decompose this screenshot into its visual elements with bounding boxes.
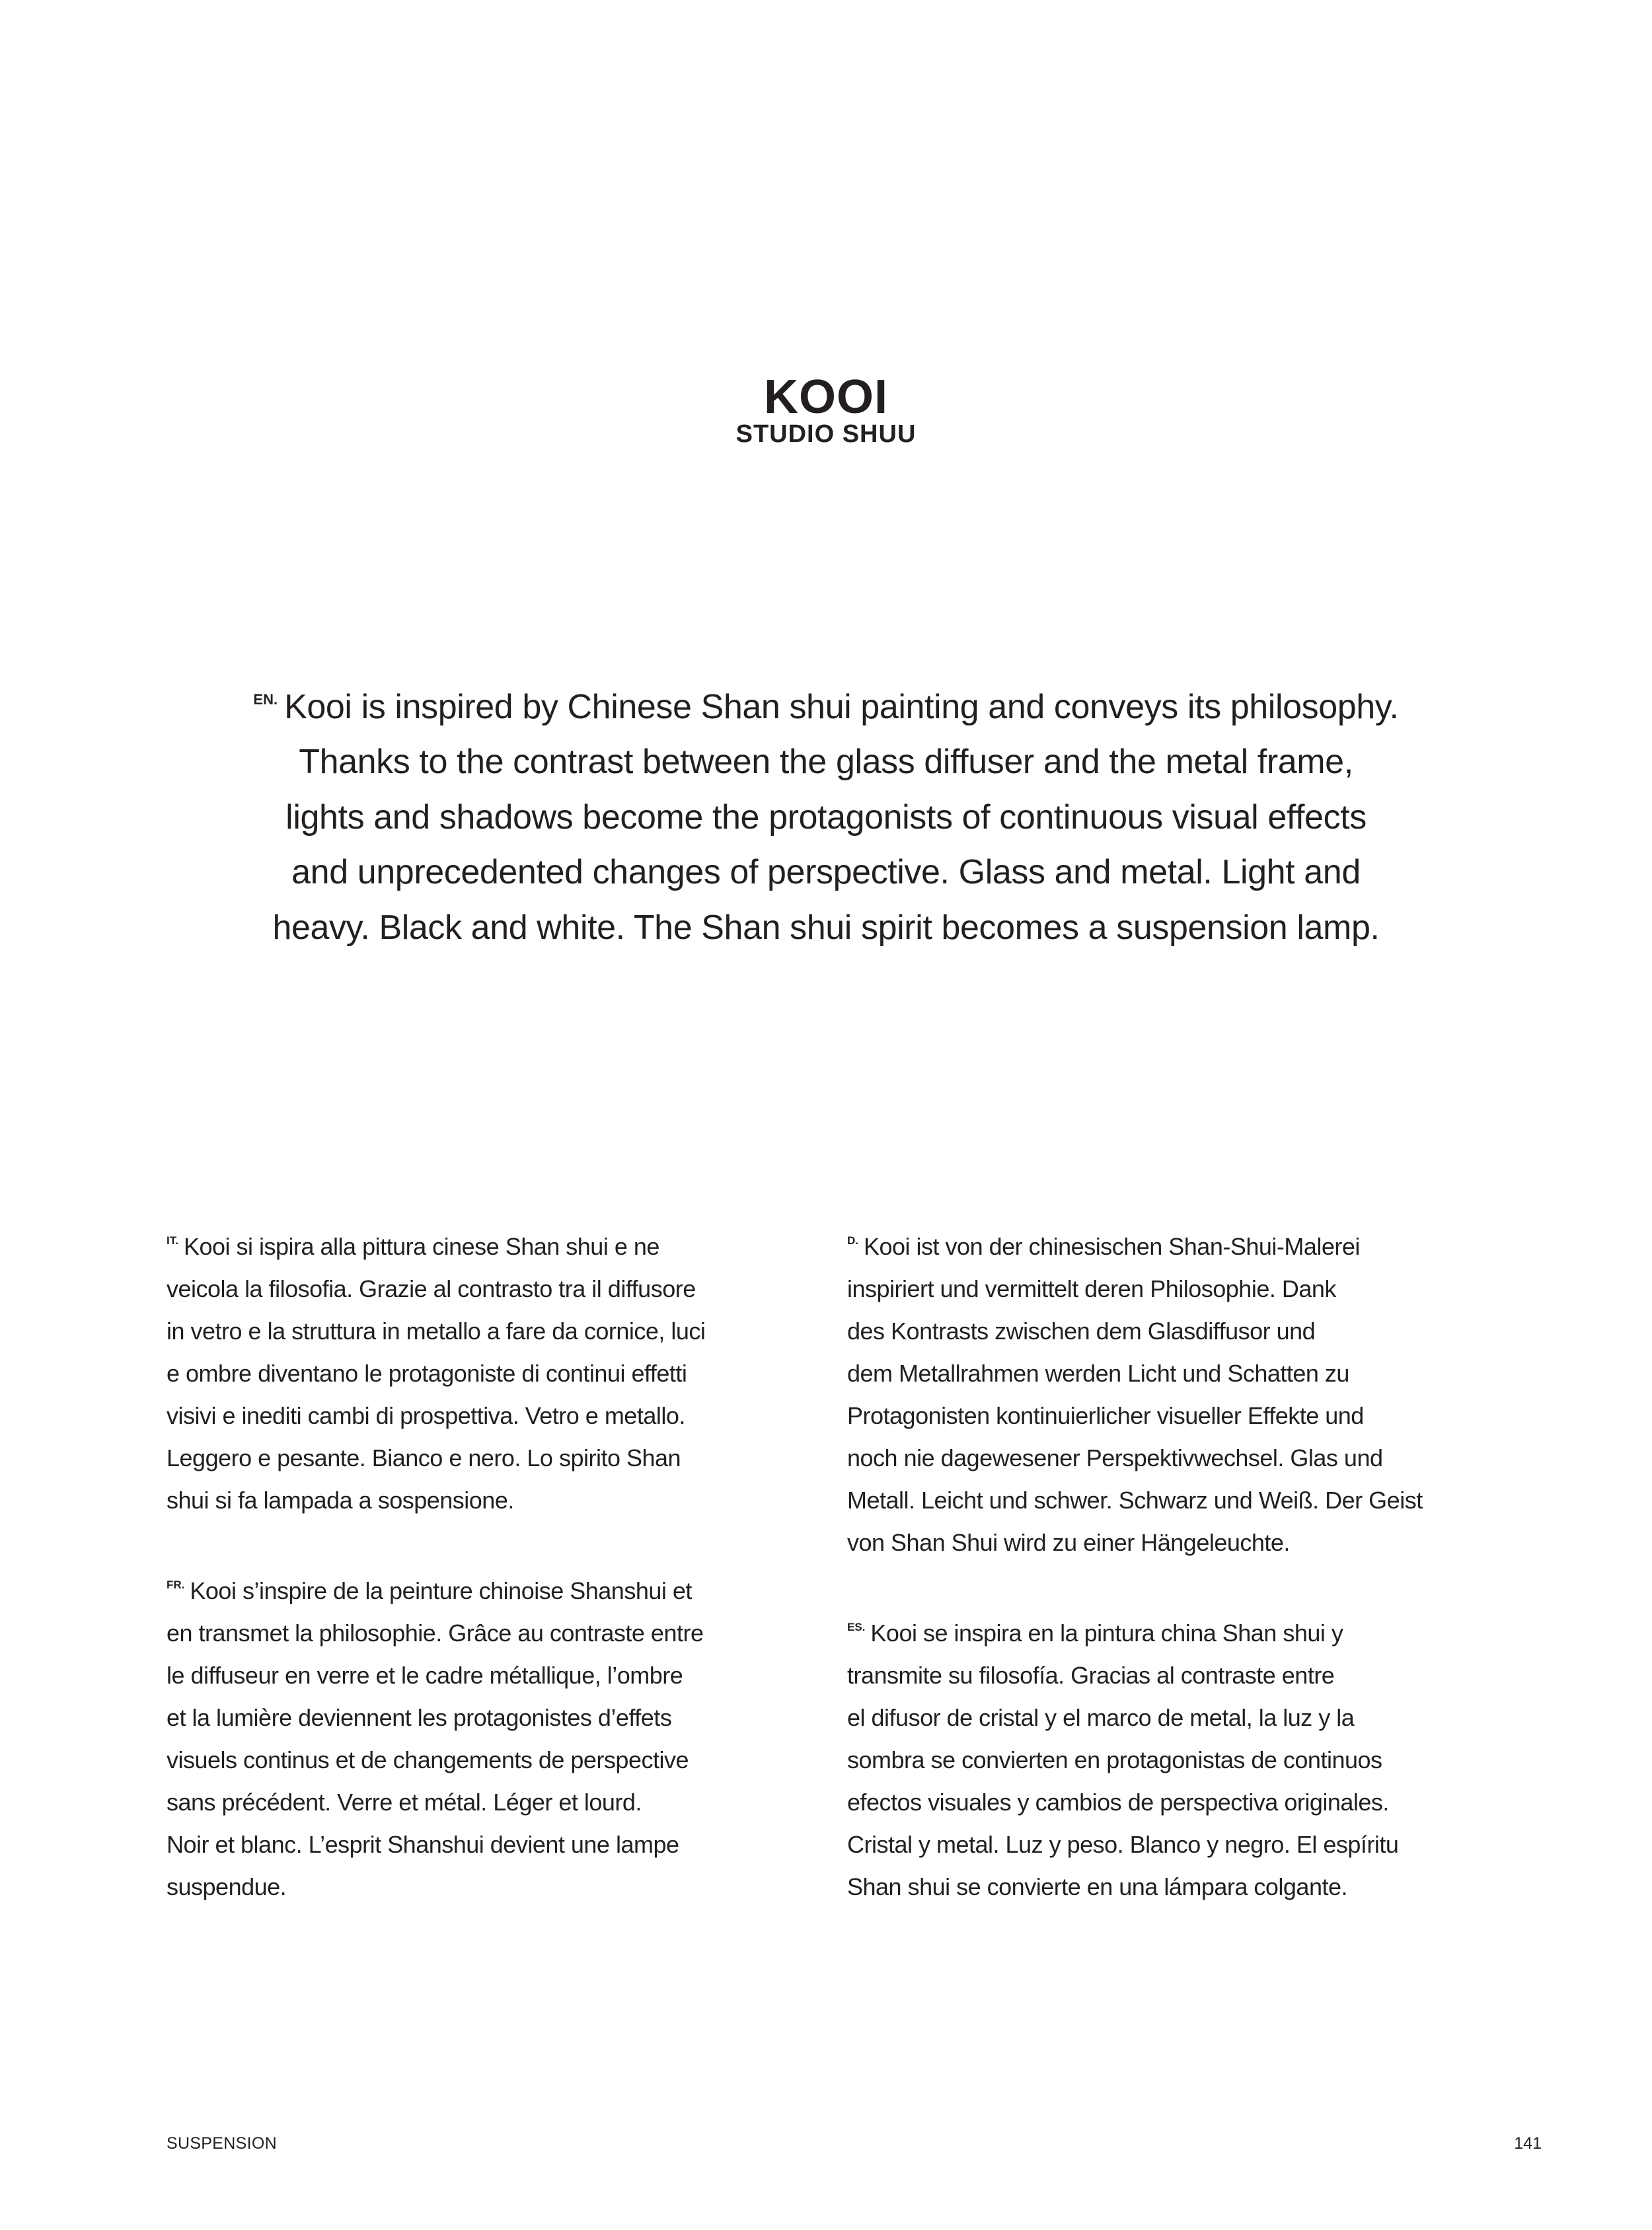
paragraph-line: efectos visuales y cambios de perspectiva originales. [847,1789,1389,1816]
paragraph-de [847,1220,1508,1564]
language-label-es: ES. [847,1621,866,1634]
intro-line [99,672,1553,735]
intro-line: Thanks to the contrast between the glass diffuser and the metal frame, [299,743,1353,782]
paragraph-line: Shan shui se convierte en una lámpara colgante. [847,1873,1348,1901]
intro-line: and unprecedented changes of perspective. Glass and metal. Light and [291,853,1361,892]
paragraph-line: visuels continus et de changements de perspective [167,1746,689,1774]
paragraph-line-text: Kooi s’inspire de la peinture chinoise Shanshui et [190,1577,692,1605]
paragraph-line: inspiriert und vermittelt deren Philosophie. Dank [847,1275,1336,1303]
paragraph-line: Metall. Leicht und schwer. Schwarz und Weiß. Der Geist [847,1487,1423,1514]
paragraph-it [167,1220,827,1522]
language-label-en: EN. [253,691,278,708]
product-title: KOOI [763,371,888,424]
paragraph-line: Cristal y metal. Luz y peso. Blanco y negro. El espíritu [847,1831,1399,1859]
paragraph-line: Noir et blanc. L’esprit Shanshui devient une lampe [167,1831,679,1859]
paragraph-line [847,1220,1508,1268]
paragraph-line: transmite su filosofía. Gracias al contraste entre [847,1662,1335,1690]
paragraph-line: visivi e inediti cambi di prospettiva. Vetro e metallo. [167,1402,685,1430]
paragraph-line: suspendue. [167,1873,287,1901]
paragraph-line [167,1220,827,1268]
paragraph-line-text: Kooi si ispira alla pittura cinese Shan shui e ne [183,1233,659,1261]
language-label-fr: FR. [167,1579,185,1592]
language-label-it: IT. [167,1234,178,1247]
intro-line: heavy. Black and white. The Shan shui spirit becomes a suspension lamp. [272,908,1380,947]
paragraph-line: le diffuseur en verre et le cadre métallique, l’ombre [167,1662,683,1690]
paragraph-line: noch nie dagewesener Perspektivwechsel. Glas und [847,1444,1383,1472]
page-number: 141 [1514,2134,1542,2153]
footer-section-label: SUSPENSION [167,2134,277,2153]
paragraph-line-text: Kooi se inspira en la pintura china Shan shui y [870,1619,1343,1647]
paragraph-line: des Kontrasts zwischen dem Glasdiffusor und [847,1318,1316,1345]
paragraph-line: Protagonisten kontinuierlicher visueller Effekte und [847,1402,1364,1430]
right-column [847,1220,1508,1951]
language-label-de: D. [847,1234,858,1247]
intro-line-text: Kooi is inspired by Chinese Shan shui painting and conveys its philosophy. [284,687,1399,726]
paragraph-line: el difusor de cristal y el marco de metal, la luz y la [847,1704,1355,1732]
paragraph-fr [167,1564,827,1908]
paragraph-line: veicola la filosofia. Grazie al contrasto tra il diffusore [167,1275,696,1303]
left-column [167,1220,827,1951]
intro-paragraph-en [99,672,1553,955]
paragraph-line: en transmet la philosophie. Grâce au contraste entre [167,1619,704,1647]
designer-name: STUDIO SHUU [735,420,917,448]
intro-line: lights and shadows become the protagonists of continuous visual effects [285,798,1367,836]
paragraph-es [847,1606,1508,1908]
paragraph-line: sombra se convierten en protagonistas de continuos [847,1746,1382,1774]
paragraph-line: von Shan Shui wird zu einer Hängeleuchte. [847,1529,1290,1557]
paragraph-line [167,1564,827,1612]
paragraph-line: et la lumière deviennent les protagonistes d’effets [167,1704,672,1732]
paragraph-line: dem Metallrahmen werden Licht und Schatten zu [847,1360,1349,1388]
paragraph-line: in vetro e la struttura in metallo a fare da cornice, luci [167,1318,706,1345]
paragraph-line-text: Kooi ist von der chinesischen Shan-Shui-Malerei [864,1233,1360,1261]
paragraph-line: e ombre diventano le protagoniste di continui effetti [167,1360,687,1388]
paragraph-line: shui si fa lampada a sospensione. [167,1487,514,1514]
paragraph-line: sans précédent. Verre et métal. Léger et lourd. [167,1789,642,1816]
paragraph-line: Leggero e pesante. Bianco e nero. Lo spirito Shan [167,1444,681,1472]
paragraph-line [847,1606,1508,1654]
